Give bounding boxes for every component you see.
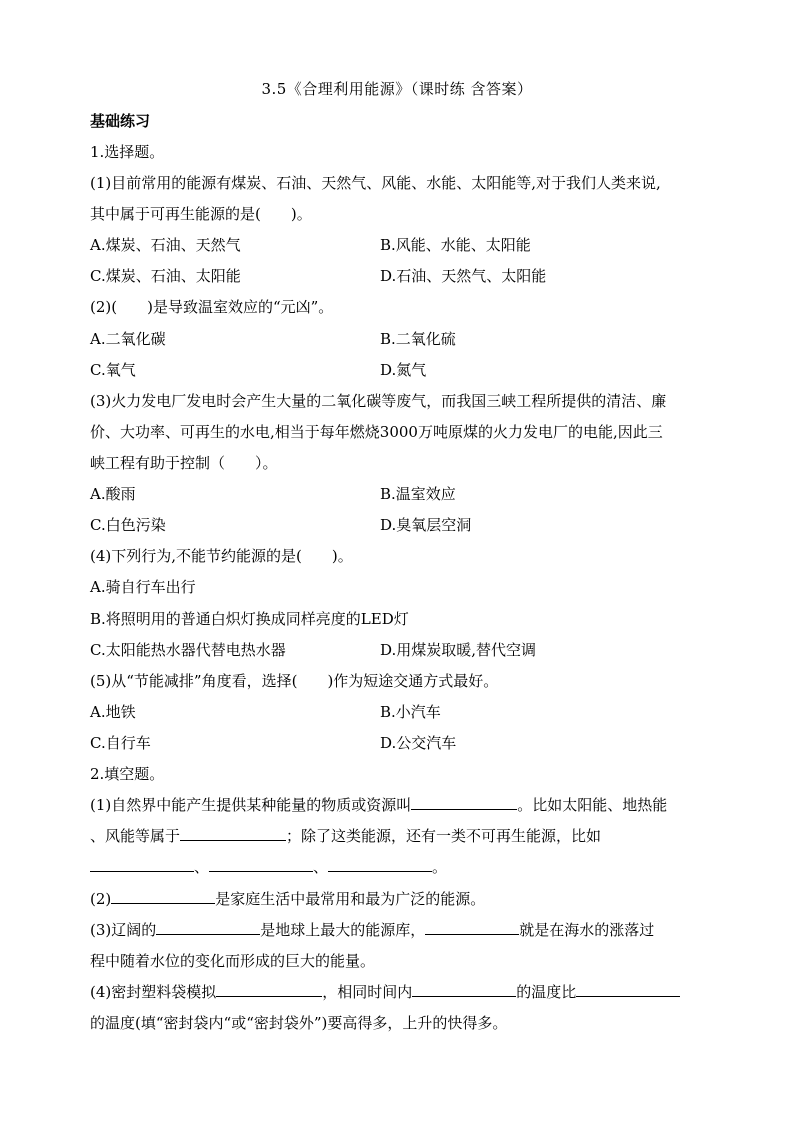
- q1-4-option-d: D.用煤炭取暖,替代空调: [380, 641, 537, 659]
- answer-blank[interactable]: [425, 920, 519, 935]
- q1-4-option-c: C.太阳能热水器代替电热水器: [90, 641, 286, 659]
- q1-1-stem-line1: (1)目前常用的能源有煤炭、石油、天然气、风能、水能、太阳能等,对于我们人类来说,: [90, 174, 661, 192]
- q1-4-stem: (4)下列行为,不能节约能源的是( )。: [90, 547, 353, 565]
- q2-1-end: 。: [432, 858, 448, 876]
- q1-3-stem-line1: (3)火力发电厂发电时会产生大量的二氧化碳等废气，而我国三峡工程所提供的清洁、廉: [90, 392, 667, 410]
- q2-1-text-c: 、风能等属于: [90, 827, 181, 845]
- q1-4-option-a: A.骑自行车出行: [90, 578, 196, 596]
- q1-1-stem-line2: 其中属于可再生能源的是( )。: [90, 205, 312, 223]
- section-heading: 基础练习: [90, 112, 151, 130]
- q1-1-option-c: C.煤炭、石油、太阳能: [90, 267, 241, 285]
- q2-1-line1: [90, 794, 667, 816]
- q1-2-option-d: D.氮气: [380, 361, 427, 379]
- q2-4-text-c: 的温度比: [516, 983, 577, 1001]
- answer-blank[interactable]: [156, 920, 260, 935]
- answer-blank[interactable]: [411, 795, 517, 810]
- answer-blank[interactable]: [216, 982, 322, 997]
- q1-2-option-c: C.氧气: [90, 361, 136, 379]
- answer-blank[interactable]: [328, 857, 432, 872]
- q2-1-text-a: (1)自然界中能产生提供某种能量的物质或资源叫: [90, 796, 412, 814]
- q2-header: 2.填空题。: [90, 765, 165, 783]
- answer-blank[interactable]: [209, 857, 313, 872]
- q1-3-stem-line2: 价、大功率、可再生的水电,相当于每年燃烧3000万吨原煤的火力发电厂的电能,因此三: [90, 423, 663, 441]
- q1-5-option-c: C.自行车: [90, 734, 151, 752]
- q2-4-line1: [90, 981, 680, 1003]
- answer-blank[interactable]: [412, 982, 516, 997]
- q2-2-text-a: (2): [90, 890, 112, 908]
- q1-4-option-b: B.将照明用的普通白炽灯换成同样亮度的LED灯: [90, 610, 409, 628]
- q2-3-text-b: 是地球上最大的能源库，: [260, 921, 426, 939]
- q1-5-stem: (5)从“节能减排”角度看，选择( )作为短途交通方式最好。: [90, 672, 499, 690]
- q1-3-option-a: A.酸雨: [90, 485, 136, 503]
- q1-3-option-b: B.温室效应: [380, 485, 456, 503]
- answer-blank[interactable]: [180, 826, 286, 841]
- answer-blank[interactable]: [90, 857, 194, 872]
- q1-3-option-d: D.臭氧层空洞: [380, 516, 472, 534]
- q2-2-line: [90, 888, 485, 910]
- q2-1-line2: [90, 825, 601, 847]
- q1-2-option-a: A.二氧化碳: [90, 330, 166, 348]
- answer-blank[interactable]: [576, 982, 680, 997]
- q2-1-sep2: 、: [313, 858, 329, 876]
- q2-3-text-c: 就是在海水的涨落过: [519, 921, 655, 939]
- q1-3-stem-line3: 峡工程有助于控制（ ）。: [90, 454, 278, 472]
- q2-1-text-b: 。比如太阳能、地热能: [517, 796, 668, 814]
- page-title: 3.5《合理利用能源》（课时练 含答案）: [261, 80, 533, 98]
- q1-5-option-d: D.公交汽车: [380, 734, 457, 752]
- q2-4-line2: 的温度(填“密封袋内“或“密封袋外”)要高得多，上升的快得多。: [90, 1014, 508, 1032]
- q1-header: 1.选择题。: [90, 143, 165, 161]
- q1-1-option-a: A.煤炭、石油、天然气: [90, 236, 241, 254]
- q1-2-stem: (2)( )是导致温室效应的“元凶”。: [90, 298, 334, 316]
- q2-1-line3: [90, 856, 447, 878]
- q2-3-text-a: (3)辽阔的: [90, 921, 157, 939]
- q1-5-option-b: B.小汽车: [380, 703, 441, 721]
- q1-3-option-c: C.白色污染: [90, 516, 166, 534]
- q2-4-text-a: (4)密封塑料袋模拟: [90, 983, 217, 1001]
- q1-1-option-d: D.石油、天然气、太阳能: [380, 267, 547, 285]
- q2-4-text-b: ，相同时间内: [322, 983, 413, 1001]
- q2-1-sep1: 、: [194, 858, 210, 876]
- q1-2-option-b: B.二氧化硫: [380, 330, 456, 348]
- q2-2-text-b: 是家庭生活中最常用和最为广泛的能源。: [215, 890, 486, 908]
- answer-blank[interactable]: [111, 889, 215, 904]
- q1-5-option-a: A.地铁: [90, 703, 136, 721]
- q2-3-line1: [90, 919, 654, 941]
- q1-1-option-b: B.风能、水能、太阳能: [380, 236, 531, 254]
- q2-3-line2: 程中随着水位的变化而形成的巨大的能量。: [90, 952, 376, 970]
- q2-1-text-d: ；除了这类能源，还有一类不可再生能源，比如: [286, 827, 602, 845]
